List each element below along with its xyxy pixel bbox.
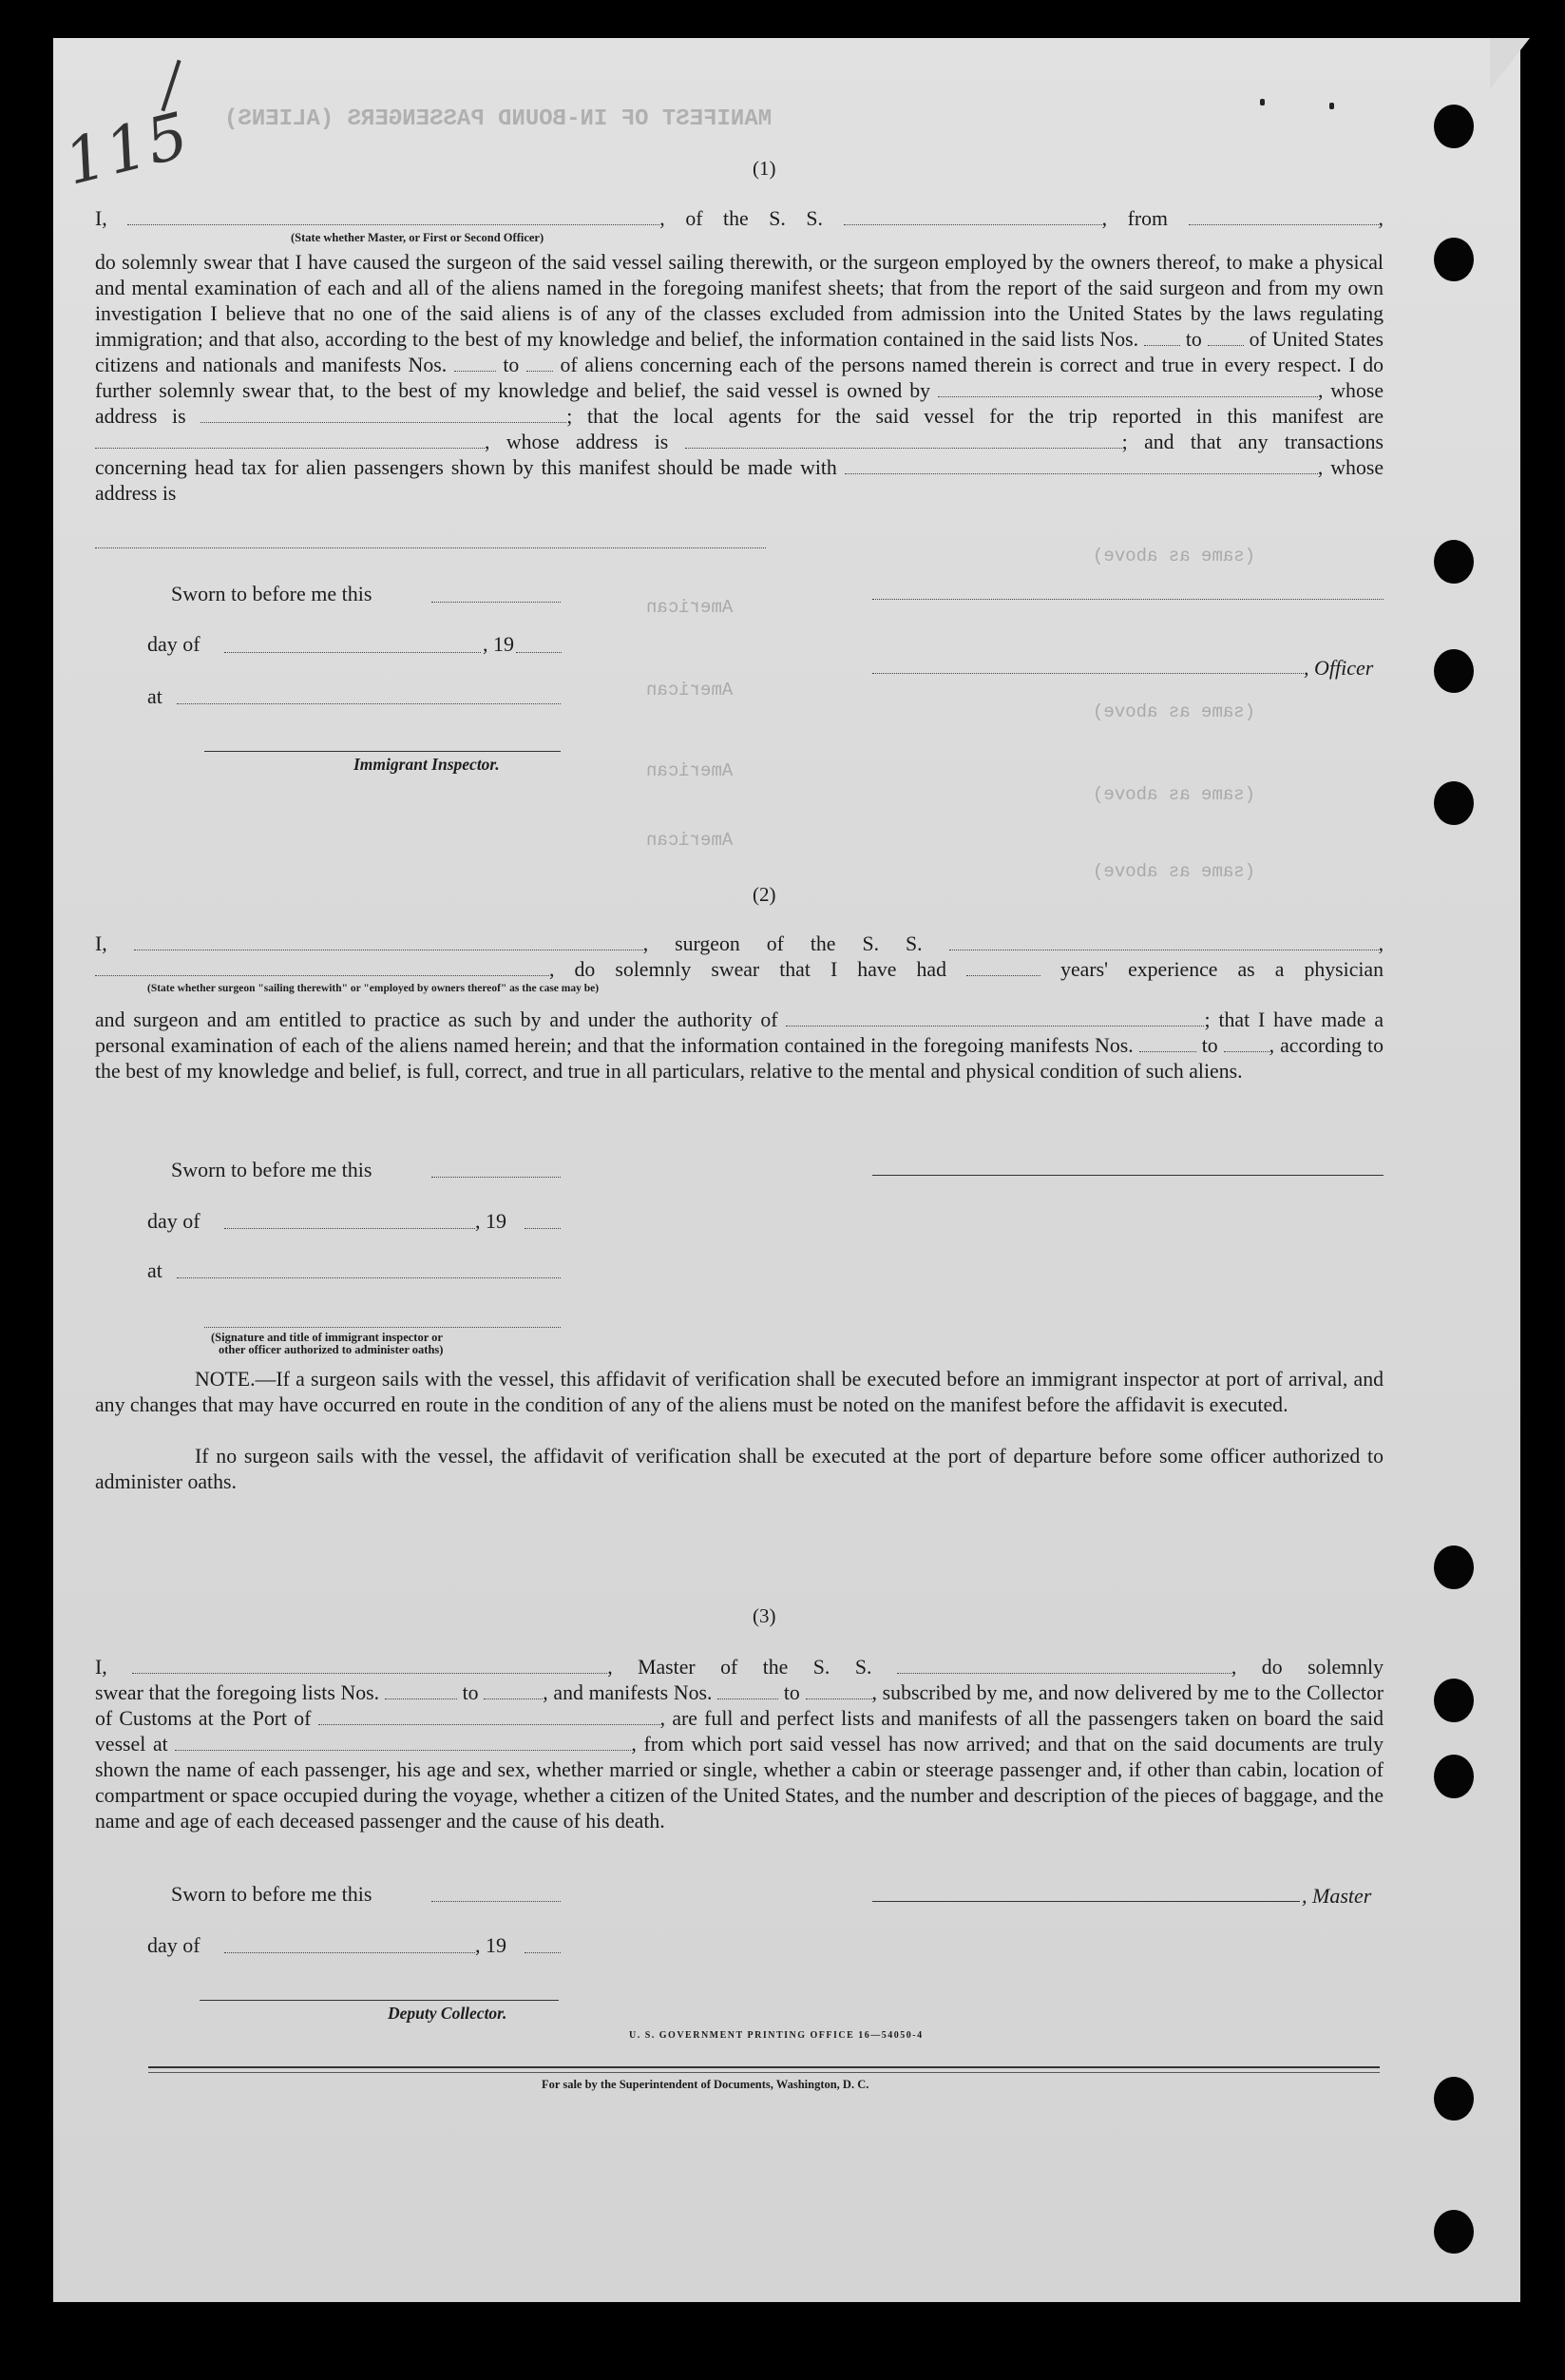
collector-port-field[interactable] [318, 1707, 660, 1725]
section-3-oath: swear that the foregoing lists Nos. to , and manifests Nos. to , subscribed by me, and now delivered by me to the Collector of Customs at the Port of , are full and perfect lists and manifests of all the passengers taken on board the said vessel at , from which port said vessel has now arrived; and that on the said documents are truly shown the name of each passenger, his age and sex, whether married or single, whether a cabin or steerage passenger and, if other than cabin, location of compartment or space occupied during the voyage, whether a citizen of the United States, and the number and description of the pieces of baggage, and the name and age of each deceased passenger and the cause of his death. [95, 1681, 1384, 1833]
footer-sale-notice: For sale by the Superintendent of Documents, Washington, D. C. [542, 2078, 869, 2091]
speck [1329, 103, 1334, 109]
section-3-number: (3) [753, 1604, 776, 1627]
footer-rule-top [148, 2066, 1380, 2068]
sworn-date-line-2[interactable] [431, 1177, 561, 1178]
surgeon-name-field[interactable] [134, 932, 643, 950]
bleed-through-row: American [646, 597, 734, 618]
footer-rule-bottom [148, 2072, 1380, 2073]
punch-hole [1434, 105, 1474, 148]
deputy-collector-label: Deputy Collector. [388, 2004, 507, 2023]
bleed-through-row: American [646, 680, 734, 701]
citizen-manifests-to-field[interactable] [526, 354, 553, 372]
section-1-oath: do solemnly swear that I have caused the surgeon of the said vessel sailing therewith, or the surgeon employed by the owners thereof, to make a physical and mental examination of each and all of the aliens named in the foregoing manifest sheets; that from the report of the said surgeon and from my own investigation I believe that no one of the said aliens is of any of the classes excluded from admission into the United States by the laws regulating immigration; and that also, according to the best of my knowledge and belief, the information contained in the said lists Nos. to of United States citizens and nationals and manifests Nos. to of aliens concerning each of the persons named therein is correct and true in every respect. I do further solemnly swear that, to the best of my knowledge and belief, the said vessel is owned by , whose address is ; that the local agents for the said vessel for the trip reported in this manifest are , whose address is ; and that any transactions concerning head tax for alien passengers shown by this manifest should be made with , whose address is [95, 251, 1384, 505]
officer-name-field[interactable] [127, 207, 659, 225]
surgeon-status-field[interactable] [95, 958, 549, 976]
year-line-2[interactable] [525, 1228, 561, 1229]
officer-signature-line[interactable] [872, 599, 1384, 600]
authority-field[interactable] [786, 1008, 1204, 1027]
day-of-line-3[interactable] [224, 1952, 475, 1953]
section-1-first-line: I, , of the S. S. , from , [95, 207, 1384, 230]
at-line-2[interactable] [177, 1277, 561, 1278]
surgeon-manifests-to-field[interactable] [1224, 1034, 1269, 1052]
officer-label: , Officer [1304, 656, 1374, 680]
speck [1260, 99, 1265, 106]
year-line-3[interactable] [525, 1952, 561, 1953]
punch-hole [1434, 1755, 1474, 1798]
head-tax-party-field[interactable] [845, 456, 1318, 474]
vessel-name-field[interactable] [844, 207, 1102, 225]
master-label: , Master [1302, 1884, 1372, 1908]
owner-field[interactable] [938, 379, 1318, 397]
lists-to-field[interactable] [1208, 328, 1244, 346]
punch-hole [1434, 238, 1474, 281]
punch-hole [1434, 1679, 1474, 1722]
no-surgeon-note-paragraph: If no surgeon sails with the vessel, the affidavit of verification shall be executed at the port of departure before some officer authorized to administer oaths. [95, 1445, 1384, 1493]
year-label-2: , 19 [475, 1209, 506, 1233]
at-label-2: at [147, 1258, 162, 1282]
bleed-through-row: (same as above) [1093, 546, 1256, 566]
from-port-field[interactable] [1189, 207, 1379, 225]
embarkation-port-field[interactable] [175, 1733, 631, 1751]
surgeon-note-paragraph: NOTE.—If a surgeon sails with the vessel, this affidavit of verification shall be executed before an immigrant inspector at port of arrival, and any changes that may have occurred en route in the condition of any of the aliens must be noted on the manifest before the affidavit is executed. [95, 1368, 1384, 1416]
head-tax-address-line[interactable] [95, 547, 766, 548]
citizen-manifests-from-field[interactable] [454, 354, 496, 372]
years-experience-field[interactable] [966, 958, 1040, 976]
sworn-label-2: Sworn to before me this [171, 1158, 372, 1181]
lists-from-field[interactable] [1144, 328, 1180, 346]
signature-note-line-2: other officer authorized to administer oaths) [219, 1343, 444, 1356]
section-3-first-line: I, , Master of the S. S. , do solemnly [95, 1656, 1384, 1679]
day-of-line-2[interactable] [224, 1228, 475, 1229]
master-lists-to-field[interactable] [484, 1681, 543, 1699]
printing-office-imprint: U. S. GOVERNMENT PRINTING OFFICE 16—54050-4 [629, 2030, 924, 2041]
year-label-3: , 19 [475, 1933, 506, 1957]
signature-note-line-1: (Signature and title of immigrant inspector or [211, 1331, 443, 1344]
owner-address-field[interactable] [200, 405, 566, 423]
bleed-through-row: (same as above) [1093, 701, 1256, 722]
punch-hole [1434, 540, 1474, 584]
year-line-1[interactable] [516, 652, 562, 653]
bleed-through-row: (same as above) [1093, 784, 1256, 805]
surgeon-status-note: (State whether surgeon "sailing therewith" or "employed by owners thereof" as the case may be) [147, 983, 600, 994]
agents-address-field[interactable] [685, 431, 1122, 449]
sworn-label-1: Sworn to before me this [171, 582, 372, 605]
surgeon-signature-line[interactable] [872, 1175, 1384, 1176]
bleed-through-title: MANIFEST OF IN-BOUND PASSENGERS (ALIENS) [224, 106, 773, 132]
surgeon-manifests-from-field[interactable] [1139, 1034, 1196, 1052]
section-2-oath: and surgeon and am entitled to practice as such by and under the authority of ; that I have made a personal examination of each of the aliens named herein; and that the information contained in the foregoing manifests Nos. to , according to the best of my knowledge and belief, is full, correct, and true in all particulars, relative to the mental and physical condition of such aliens. [95, 1008, 1384, 1083]
day-of-label-3: day of [147, 1933, 200, 1957]
section-2-second-line: , do solemnly swear that I have had years' experience as a physician [95, 957, 1384, 983]
day-of-line-1[interactable] [224, 652, 481, 653]
local-agents-field[interactable] [95, 431, 485, 449]
section-2-number: (2) [753, 883, 776, 906]
deputy-collector-signature-line[interactable] [200, 2000, 559, 2001]
day-of-label-2: day of [147, 1209, 200, 1233]
punch-hole [1434, 2077, 1474, 2121]
punch-hole [1434, 649, 1474, 693]
section-1-number: (1) [753, 157, 776, 180]
officer-title-line[interactable] [872, 673, 1304, 674]
bleed-through-row: American [646, 830, 734, 851]
administering-officer-line[interactable] [204, 1327, 561, 1328]
surgeon-vessel-field[interactable] [949, 932, 1379, 950]
master-name-field[interactable] [132, 1656, 607, 1674]
at-line-1[interactable] [177, 703, 561, 704]
at-label-1: at [147, 684, 162, 708]
sworn-date-line-1[interactable] [431, 602, 561, 603]
punch-hole [1434, 2210, 1474, 2254]
sworn-date-line-3[interactable] [431, 1901, 561, 1902]
master-vessel-field[interactable] [897, 1656, 1231, 1674]
punch-hole [1434, 1545, 1474, 1589]
master-lists-from-field[interactable] [385, 1681, 457, 1699]
master-manifests-from-field[interactable] [717, 1681, 778, 1699]
day-of-label-1: day of [147, 632, 200, 656]
handwritten-number: 115 [57, 98, 198, 200]
immigrant-inspector-label: Immigrant Inspector. [353, 755, 500, 774]
bleed-through-row: (same as above) [1093, 861, 1256, 882]
sworn-label-3: Sworn to before me this [171, 1882, 372, 1906]
bleed-through-row: American [646, 760, 734, 781]
punch-hole [1434, 781, 1474, 825]
year-label-1: , 19 [483, 632, 514, 656]
inspector-signature-line[interactable] [204, 751, 561, 752]
section-2-first-line: I, , surgeon of the S. S. , [95, 932, 1384, 955]
master-manifests-to-field[interactable] [806, 1681, 872, 1699]
master-signature-line[interactable] [872, 1901, 1300, 1902]
officer-rank-note: (State whether Master, or First or Second Officer) [291, 231, 544, 244]
